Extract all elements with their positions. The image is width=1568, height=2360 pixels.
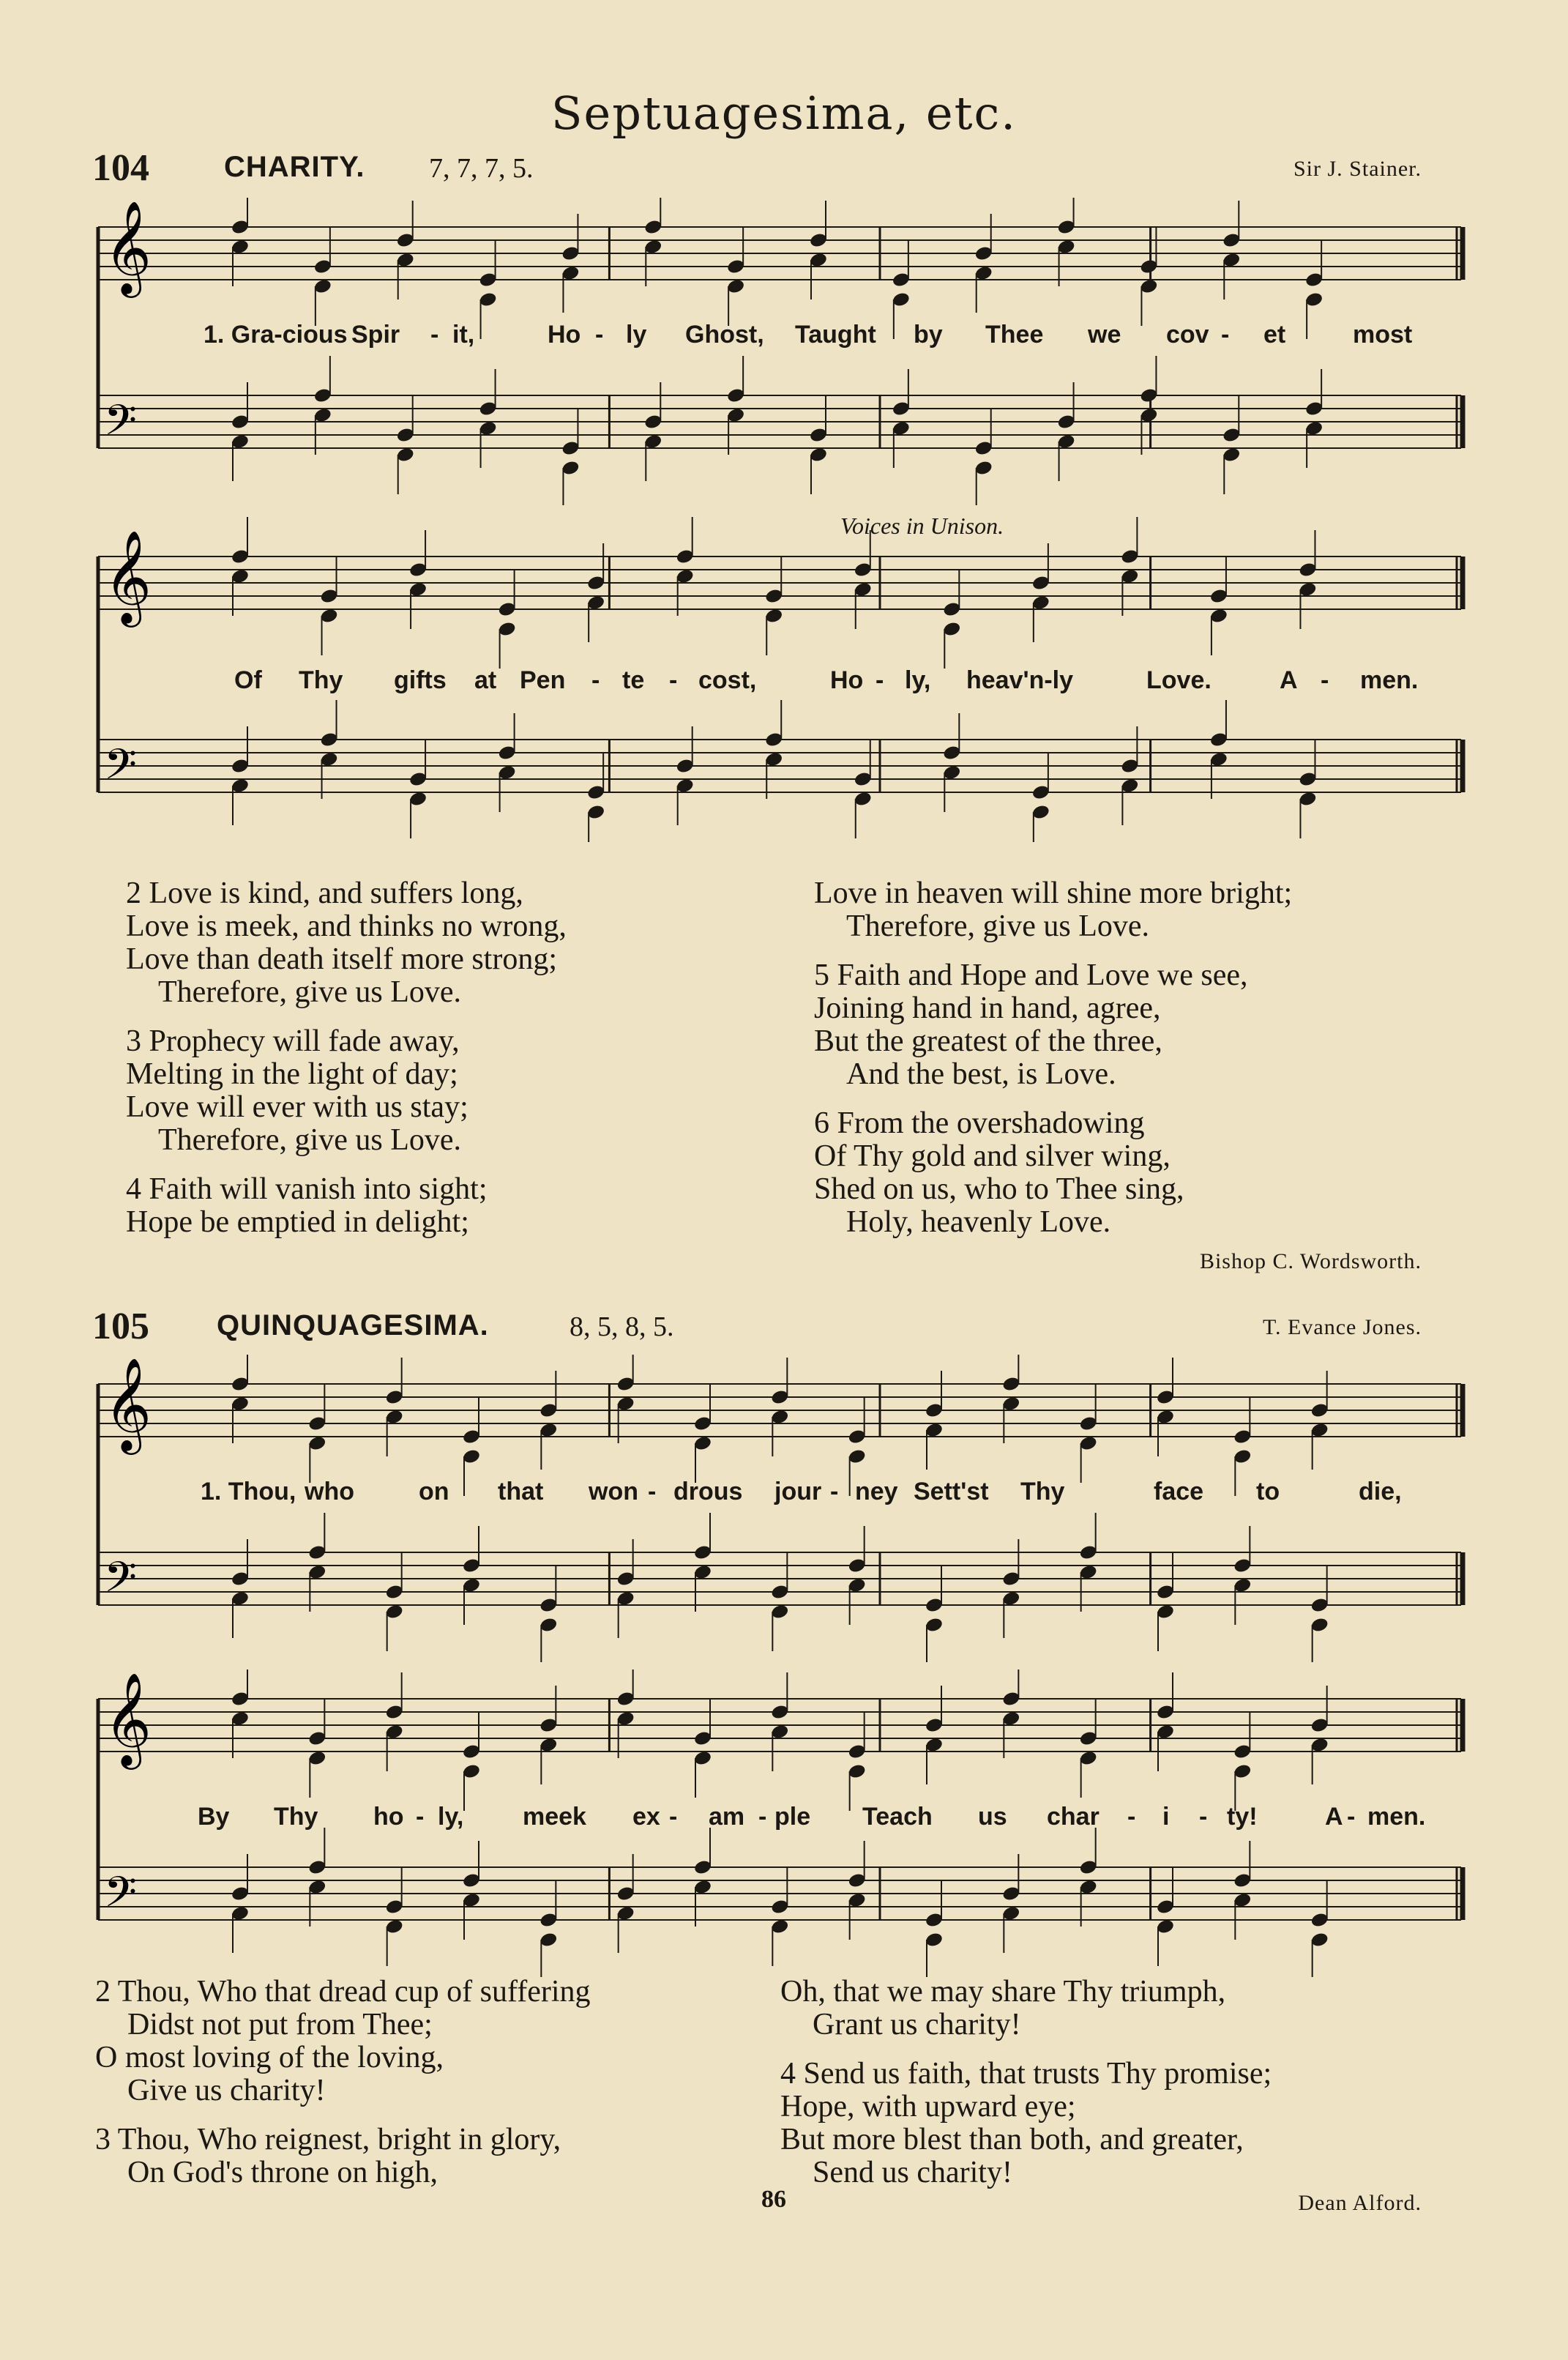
page-number: 86	[761, 2186, 786, 2213]
verse-line: Love is meek, and thinks no wrong,	[126, 909, 567, 943]
lyric-syllable: on	[419, 1478, 449, 1505]
bass-clef: 𝄢	[104, 739, 138, 800]
verse-line: Love will ever with us stay;	[126, 1090, 468, 1124]
lyric-syllable: -	[430, 321, 439, 349]
verse-line: Love than death itself more strong;	[126, 942, 558, 976]
verse-line: 4 Faith will vanish into sight;	[126, 1172, 488, 1206]
lyric-syllable: -	[1321, 666, 1329, 694]
lyric-syllable: -	[1347, 1803, 1356, 1831]
verse	[95, 1976, 591, 2107]
verse-line: Love in heaven will shine more bright;	[814, 876, 1293, 910]
verse-line: 3 Thou, Who reignest, bright in glory,	[95, 2123, 561, 2156]
tune-name: QUINQUAGESIMA.	[217, 1309, 489, 1341]
verse-line: 3 Prophecy will fade away,	[126, 1024, 460, 1058]
verse	[814, 959, 1292, 1091]
verse-line: Grant us charity!	[813, 2008, 1021, 2041]
lyric-syllable: men.	[1360, 666, 1419, 694]
lyric-syllable: -	[758, 1803, 767, 1831]
lyric-syllable: heav'n-ly	[966, 666, 1074, 694]
verse-line: On God's throne on high,	[127, 2156, 438, 2189]
verse	[780, 2058, 1272, 2189]
lyric-syllable: cov	[1166, 321, 1209, 349]
lyric-syllable: Thy	[299, 666, 343, 694]
lyric-syllable: by	[914, 321, 943, 349]
meter: 7, 7, 7, 5.	[429, 153, 534, 184]
hymn-number: 105	[92, 1306, 149, 1347]
verse	[126, 1173, 567, 1239]
lyric-syllable: meek	[523, 1803, 586, 1831]
bass-clef: 𝄢	[104, 1552, 138, 1612]
verse-line: Therefore, give us Love.	[158, 975, 461, 1009]
lyric-syllable: Love.	[1146, 666, 1212, 694]
lyric-syllable: -	[416, 1803, 425, 1831]
verse-line: Hope be emptied in delight;	[126, 1205, 469, 1239]
lyric-syllable: we	[1088, 321, 1121, 349]
verse-line: But more blest than both, and greater,	[780, 2123, 1244, 2156]
lyric-syllable: gifts	[394, 666, 447, 694]
lyric-syllable: Ho	[830, 666, 864, 694]
hymn-105-verses-right	[780, 1976, 1272, 2205]
treble-clef: 𝄞	[104, 529, 152, 623]
music-staves	[94, 1355, 1470, 1662]
verse	[780, 1976, 1272, 2041]
lyric-syllable: -	[591, 666, 600, 694]
lyric-syllable: A	[1325, 1803, 1343, 1831]
hymn-104-author: Bishop C. Wordsworth.	[1199, 1249, 1422, 1273]
lyric-syllable: Thy	[274, 1803, 318, 1831]
lyric-syllable: ney	[855, 1478, 898, 1505]
hymn-105-verses-left	[95, 1976, 591, 2205]
hymn-104-system-2	[94, 513, 1470, 842]
lyric-syllable: -	[830, 1478, 839, 1505]
section-title: Septuagesima, etc.	[551, 86, 1017, 140]
hymn-105-author: Dean Alford.	[1298, 2191, 1422, 2215]
lyric-syllable: Sett'st	[914, 1478, 989, 1505]
verse-line: Send us charity!	[813, 2156, 1012, 2189]
bass-clef: 𝄢	[104, 395, 138, 455]
lyric-syllable: By	[198, 1803, 230, 1831]
hymn-104-verses-right	[814, 877, 1292, 1255]
lyric-syllable: Thy	[1020, 1478, 1065, 1505]
lyric-syllable: am	[709, 1803, 745, 1831]
lyric-syllable: Teach	[862, 1803, 933, 1831]
verse-line: 2 Love is kind, and suffers long,	[126, 876, 523, 910]
lyric-syllable: drous	[673, 1478, 743, 1505]
verse-line: Joining hand in hand, agree,	[814, 991, 1161, 1025]
lyric-syllable: Ho	[548, 321, 581, 349]
lyric-syllable: Pen	[520, 666, 566, 694]
verse	[126, 1025, 567, 1157]
lyric-syllable: ly,	[905, 666, 931, 694]
lyric-syllable: us	[978, 1803, 1007, 1831]
lyric-syllable: Ghost,	[685, 321, 764, 349]
verse-line: Holy, heavenly Love.	[846, 1205, 1111, 1239]
lyric-syllable: -	[595, 321, 604, 349]
verse-line: 5 Faith and Hope and Love we see,	[814, 958, 1248, 992]
lyric-syllable: te	[622, 666, 645, 694]
lyric-syllable: ple	[774, 1803, 811, 1831]
bass-clef: 𝄢	[104, 1866, 138, 1927]
lyric-syllable: die,	[1359, 1478, 1402, 1505]
verse-line: 4 Send us faith, that trusts Thy promise;	[780, 2057, 1272, 2091]
lyric-syllable: -	[669, 1803, 678, 1831]
composer: T. Evance Jones.	[1262, 1315, 1422, 1339]
hymn-104-header	[92, 146, 1422, 198]
verse-line: Of Thy gold and silver wing,	[814, 1139, 1171, 1173]
treble-clef: 𝄞	[104, 199, 152, 294]
lyric-syllable: it,	[452, 321, 475, 349]
lyric-syllable: ly	[626, 321, 647, 349]
lyric-syllable: cost,	[698, 666, 757, 694]
lyric-syllable: char	[1047, 1803, 1100, 1831]
verse	[95, 2123, 591, 2189]
performance-direction: Voices in Unison.	[840, 513, 1004, 539]
lyric-syllable: 1. Gra-cious	[204, 321, 348, 349]
verse-line: Oh, that we may share Thy triumph,	[780, 1975, 1226, 2009]
verse	[814, 1107, 1292, 1239]
lyric-syllable: ly,	[438, 1803, 464, 1831]
lyric-syllable: 1. Thou,	[201, 1478, 296, 1505]
hymn-105-system-2	[94, 1670, 1470, 1977]
lyric-syllable: ex	[632, 1803, 660, 1831]
hymn-104-system-1	[94, 198, 1470, 505]
hymn-number: 104	[92, 147, 149, 189]
verse	[814, 877, 1292, 943]
verse-line: But the greatest of the three,	[814, 1024, 1162, 1058]
lyric-syllable: won	[589, 1478, 638, 1505]
lyric-syllable: -	[648, 1478, 657, 1505]
lyric-syllable: at	[474, 666, 497, 694]
hymn-104-verses-left	[126, 877, 567, 1255]
lyric-syllable: to	[1256, 1478, 1280, 1505]
lyric-syllable: that	[498, 1478, 544, 1505]
treble-clef: 𝄞	[104, 1356, 152, 1451]
lyric-syllable: -	[1127, 1803, 1136, 1831]
hymn-105-header	[92, 1305, 1422, 1356]
lyric-syllable: Spir	[351, 321, 400, 349]
lyric-syllable: -	[1221, 321, 1230, 349]
lyric-syllable: -	[669, 666, 678, 694]
lyric-syllable: most	[1353, 321, 1413, 349]
verse	[126, 877, 567, 1009]
verse-line: Didst not put from Thee;	[127, 2008, 433, 2041]
verse-line: Melting in the light of day;	[126, 1057, 458, 1091]
lyric-syllable: i	[1162, 1803, 1170, 1831]
lyric-syllable: -	[876, 666, 884, 694]
tune-name: CHARITY.	[224, 151, 365, 183]
lyric-syllable: jour	[774, 1478, 822, 1505]
verse-line: Shed on us, who to Thee sing,	[814, 1172, 1184, 1206]
verse-line: Hope, with upward eye;	[780, 2090, 1076, 2123]
verse-line: 2 Thou, Who that dread cup of suffering	[95, 1975, 591, 2009]
lyric-syllable: ho	[373, 1803, 404, 1831]
lyric-syllable: et	[1263, 321, 1286, 349]
lyric-syllable: ty!	[1227, 1803, 1258, 1831]
lyric-syllable: face	[1154, 1478, 1204, 1505]
verse-line: O most loving of the loving,	[95, 2041, 444, 2074]
lyric-syllable: men.	[1367, 1803, 1426, 1831]
lyric-syllable: -	[1199, 1803, 1208, 1831]
treble-clef: 𝄞	[104, 1671, 152, 1765]
lyric-syllable: who	[305, 1478, 354, 1505]
verse-line: And the best, is Love.	[846, 1057, 1116, 1091]
lyric-syllable: Thee	[985, 321, 1044, 349]
meter: 8, 5, 8, 5.	[570, 1311, 674, 1342]
verse-line: Therefore, give us Love.	[158, 1123, 461, 1157]
lyric-syllable: A	[1280, 666, 1298, 694]
lyric-syllable: Taught	[795, 321, 876, 349]
composer: Sir J. Stainer.	[1293, 157, 1422, 181]
verse-line: Give us charity!	[127, 2074, 326, 2107]
music-staves	[94, 198, 1470, 505]
hymn-105-system-1	[94, 1355, 1470, 1662]
lyric-syllable: Of	[234, 666, 262, 694]
verse-line: 6 From the overshadowing	[814, 1106, 1145, 1140]
verse-line: Therefore, give us Love.	[846, 909, 1149, 943]
